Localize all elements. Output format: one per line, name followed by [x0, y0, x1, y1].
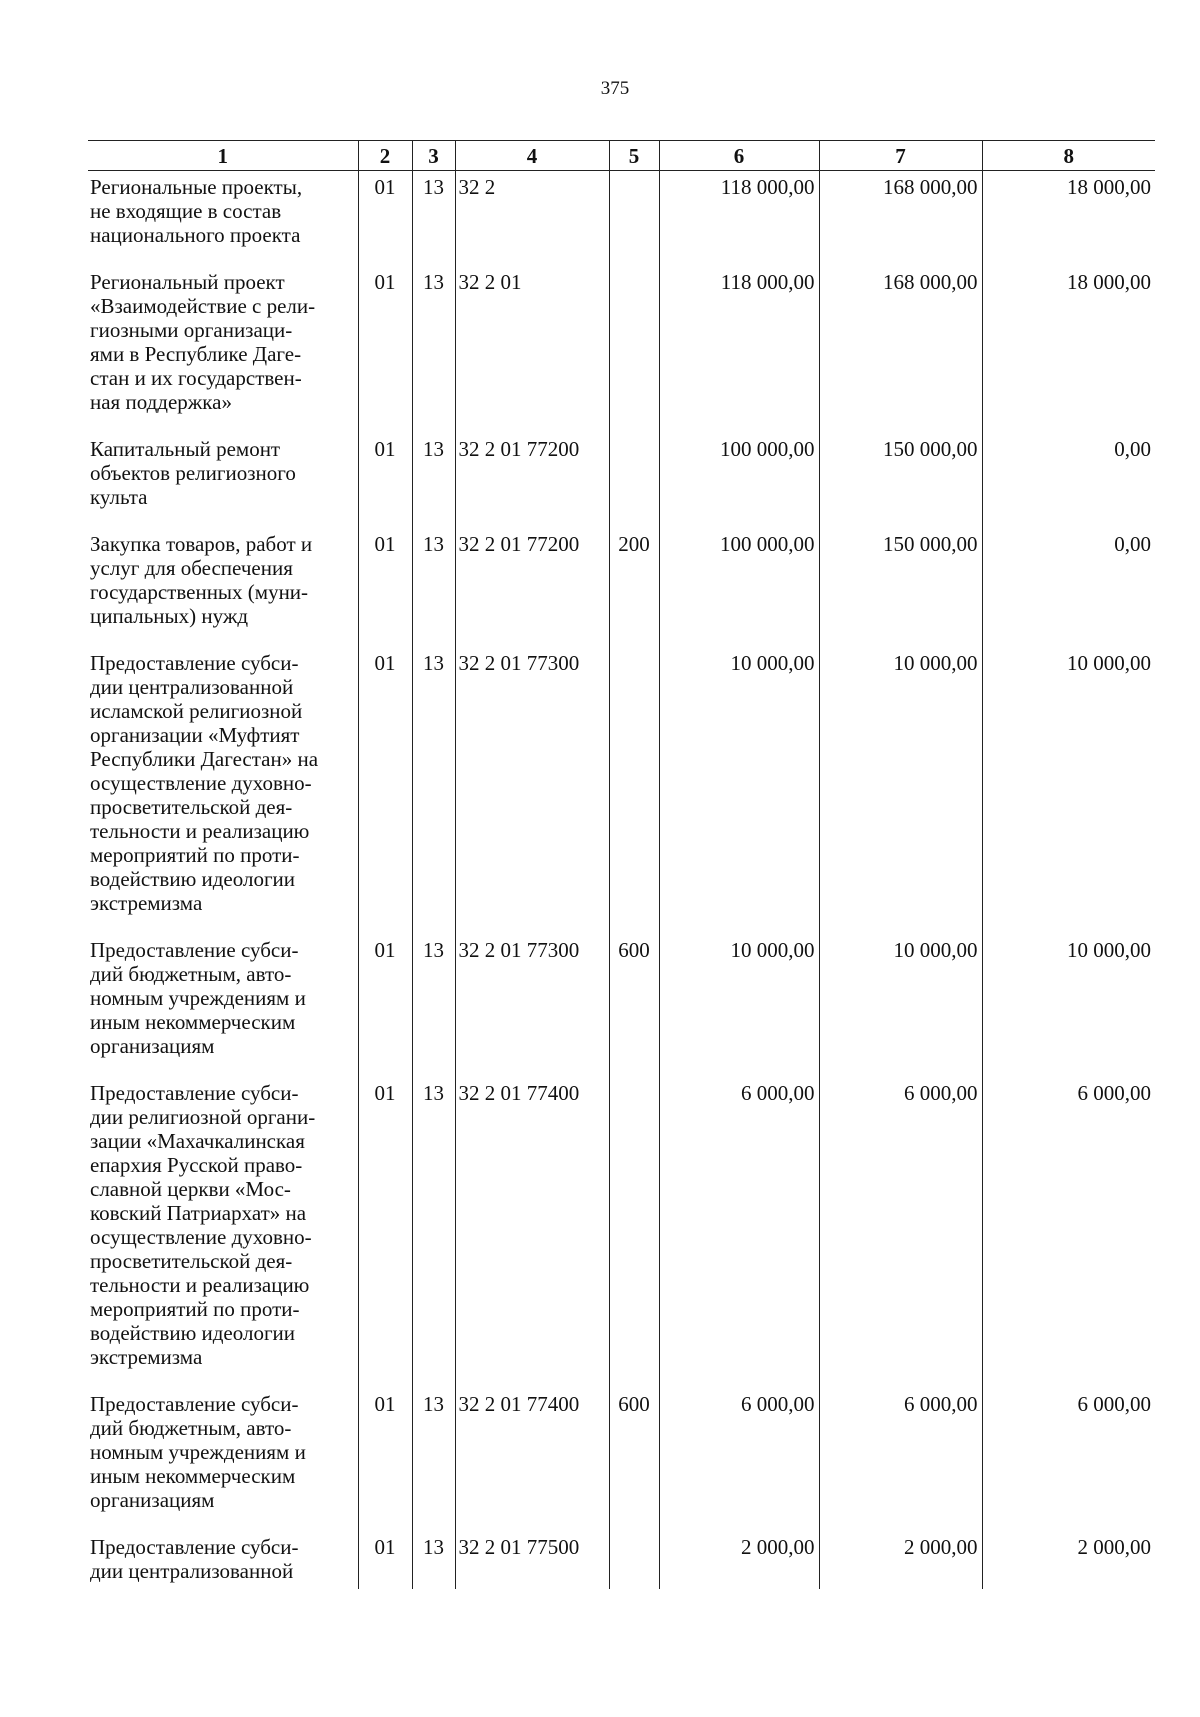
- subsection-code-cell: 13: [412, 270, 455, 437]
- item-name-line: Региональные проекты,: [90, 175, 303, 199]
- section-code-cell: 01: [358, 270, 412, 437]
- target-article-cell: 32 2 01 77200: [455, 532, 609, 651]
- amount-col8-cell: 6 000,00: [982, 1392, 1155, 1535]
- section-code-cell: 01: [358, 938, 412, 1081]
- table-row: [88, 270, 1155, 437]
- column-header-5: 5: [609, 141, 659, 171]
- target-article-cell: 32 2 01 77400: [455, 1081, 609, 1392]
- item-name-line: Предоставление субси-: [90, 1081, 299, 1105]
- amount-col6-cell: 100 000,00: [659, 532, 819, 651]
- section-code-cell: 01: [358, 1535, 412, 1589]
- table-row: [88, 651, 1155, 938]
- amount-col7-cell: 150 000,00: [819, 437, 982, 532]
- item-name-line: национального проекта: [90, 223, 301, 247]
- item-name-line: организациям: [90, 1034, 215, 1058]
- amount-col8-cell: 0,00: [982, 437, 1155, 532]
- header-row: [88, 141, 1155, 171]
- amount-col6-cell: 6 000,00: [659, 1081, 819, 1392]
- item-name-line: организации «Муфтият: [90, 723, 300, 747]
- column-header-1: 1: [88, 141, 358, 171]
- item-name-line: осуществление духовно-: [90, 1225, 312, 1249]
- item-name-line: дий бюджетным, авто-: [90, 1416, 292, 1440]
- column-header-3: 3: [412, 141, 455, 171]
- amount-col8-cell: 10 000,00: [982, 938, 1155, 1081]
- subsection-code-cell: 13: [412, 171, 455, 271]
- amount-col8-cell: 6 000,00: [982, 1081, 1155, 1392]
- target-article-cell: 32 2: [455, 171, 609, 271]
- item-name-line: зации «Махачкалинская: [90, 1129, 305, 1153]
- expense-type-cell: [609, 1081, 659, 1392]
- item-name-cell: [88, 1081, 358, 1392]
- item-name-line: стан и их государствен-: [90, 366, 302, 390]
- item-name-cell: [88, 437, 358, 532]
- section-code-cell: 01: [358, 437, 412, 532]
- section-code-cell: 01: [358, 651, 412, 938]
- column-header-6: 6: [659, 141, 819, 171]
- item-name-line: исламской религиозной: [90, 699, 303, 723]
- subsection-code-cell: 13: [412, 1081, 455, 1392]
- item-name-line: Закупка товаров, работ и: [90, 532, 313, 556]
- table-header: [88, 141, 1155, 171]
- amount-col6-cell: 10 000,00: [659, 651, 819, 938]
- item-name-line: водействию идеологии: [90, 867, 296, 891]
- item-name-line: экстремизма: [90, 891, 203, 915]
- amount-col6-cell: 100 000,00: [659, 437, 819, 532]
- item-name-line: государственных (муни-: [90, 580, 309, 604]
- table-row: [88, 437, 1155, 532]
- column-header-8: 8: [982, 141, 1155, 171]
- target-article-cell: 32 2 01 77500: [455, 1535, 609, 1589]
- table-row: [88, 938, 1155, 1081]
- item-name-line: экстремизма: [90, 1345, 203, 1369]
- amount-col8-cell: 18 000,00: [982, 171, 1155, 271]
- item-name-line: тельности и реализацию: [90, 819, 310, 843]
- item-name-line: ная поддержка»: [90, 390, 233, 414]
- item-name-line: дии централизованной: [90, 1559, 294, 1583]
- subsection-code-cell: 13: [412, 532, 455, 651]
- column-header-7: 7: [819, 141, 982, 171]
- item-name-line: культа: [90, 485, 148, 509]
- expense-type-cell: 600: [609, 1392, 659, 1535]
- amount-col7-cell: 10 000,00: [819, 938, 982, 1081]
- table-row: [88, 1392, 1155, 1535]
- item-name-line: Капитальный ремонт: [90, 437, 281, 461]
- expense-type-cell: [609, 651, 659, 938]
- item-name-line: дий бюджетным, авто-: [90, 962, 292, 986]
- expense-type-cell: [609, 437, 659, 532]
- amount-col8-cell: 18 000,00: [982, 270, 1155, 437]
- item-name-line: ципальных) нужд: [90, 604, 249, 628]
- amount-col7-cell: 168 000,00: [819, 270, 982, 437]
- item-name-cell: [88, 651, 358, 938]
- amount-col8-cell: 10 000,00: [982, 651, 1155, 938]
- item-name-line: просветительской дея-: [90, 795, 293, 819]
- target-article-cell: 32 2 01 77400: [455, 1392, 609, 1535]
- item-name-line: мероприятий по проти-: [90, 843, 300, 867]
- item-name-line: организациям: [90, 1488, 215, 1512]
- amount-col8-cell: 2 000,00: [982, 1535, 1155, 1589]
- target-article-cell: 32 2 01 77300: [455, 938, 609, 1081]
- item-name-line: Предоставление субси-: [90, 1535, 299, 1559]
- item-name-line: объектов религиозного: [90, 461, 296, 485]
- target-article-cell: 32 2 01 77300: [455, 651, 609, 938]
- item-name-line: Предоставление субси-: [90, 1392, 299, 1416]
- item-name-line: ями в Республике Даге-: [90, 342, 302, 366]
- item-name-line: дии централизованной: [90, 675, 294, 699]
- item-name-line: не входящие в состав: [90, 199, 282, 223]
- item-name-line: славной церкви «Мос-: [90, 1177, 291, 1201]
- expense-type-cell: [609, 270, 659, 437]
- item-name-line: «Взаимодействие с рели-: [90, 294, 316, 318]
- amount-col6-cell: 10 000,00: [659, 938, 819, 1081]
- item-name-cell: [88, 1535, 358, 1589]
- item-name-line: услуг для обеспечения: [90, 556, 293, 580]
- item-name-line: епархия Русской право-: [90, 1153, 303, 1177]
- amount-col7-cell: 6 000,00: [819, 1081, 982, 1392]
- item-name-line: мероприятий по проти-: [90, 1297, 300, 1321]
- section-code-cell: 01: [358, 1081, 412, 1392]
- expense-type-cell: 200: [609, 532, 659, 651]
- budget-table: [88, 140, 1155, 1589]
- item-name-line: водействию идеологии: [90, 1321, 296, 1345]
- item-name-line: номным учреждениям и: [90, 986, 306, 1010]
- item-name-line: иным некоммерческим: [90, 1010, 296, 1034]
- amount-col7-cell: 6 000,00: [819, 1392, 982, 1535]
- amount-col6-cell: 2 000,00: [659, 1535, 819, 1589]
- item-name-cell: [88, 938, 358, 1081]
- item-name-line: иным некоммерческим: [90, 1464, 296, 1488]
- section-code-cell: 01: [358, 1392, 412, 1535]
- amount-col8-cell: 0,00: [982, 532, 1155, 651]
- amount-col7-cell: 150 000,00: [819, 532, 982, 651]
- amount-col6-cell: 118 000,00: [659, 171, 819, 271]
- item-name-line: гиозными организаци-: [90, 318, 293, 342]
- table-row: [88, 532, 1155, 651]
- column-header-2: 2: [358, 141, 412, 171]
- item-name-line: номным учреждениям и: [90, 1440, 306, 1464]
- item-name-cell: [88, 532, 358, 651]
- subsection-code-cell: 13: [412, 1392, 455, 1535]
- subsection-code-cell: 13: [412, 1535, 455, 1589]
- amount-col7-cell: 2 000,00: [819, 1535, 982, 1589]
- subsection-code-cell: 13: [412, 437, 455, 532]
- item-name-cell: [88, 1392, 358, 1535]
- item-name-line: Предоставление субси-: [90, 651, 299, 675]
- target-article-cell: 32 2 01: [455, 270, 609, 437]
- table-body: [88, 171, 1155, 1590]
- expense-type-cell: [609, 171, 659, 271]
- item-name-line: ковский Патриархат» на: [90, 1201, 307, 1225]
- item-name-line: Республики Дагестан» на: [90, 747, 319, 771]
- item-name-line: осуществление духовно-: [90, 771, 312, 795]
- target-article-cell: 32 2 01 77200: [455, 437, 609, 532]
- expense-type-cell: [609, 1535, 659, 1589]
- subsection-code-cell: 13: [412, 651, 455, 938]
- amount-col6-cell: 118 000,00: [659, 270, 819, 437]
- table-row: [88, 1081, 1155, 1392]
- item-name-line: просветительской дея-: [90, 1249, 293, 1273]
- page-number: 375: [600, 78, 630, 99]
- column-header-4: 4: [455, 141, 609, 171]
- subsection-code-cell: 13: [412, 938, 455, 1081]
- item-name-line: Региональный проект: [90, 270, 285, 294]
- amount-col7-cell: 168 000,00: [819, 171, 982, 271]
- section-code-cell: 01: [358, 171, 412, 271]
- item-name-cell: [88, 171, 358, 271]
- section-code-cell: 01: [358, 532, 412, 651]
- amount-col6-cell: 6 000,00: [659, 1392, 819, 1535]
- item-name-line: дии религиозной органи-: [90, 1105, 316, 1129]
- item-name-line: Предоставление субси-: [90, 938, 299, 962]
- expense-type-cell: 600: [609, 938, 659, 1081]
- amount-col7-cell: 10 000,00: [819, 651, 982, 938]
- table-row: [88, 171, 1155, 271]
- item-name-line: тельности и реализацию: [90, 1273, 310, 1297]
- item-name-cell: [88, 270, 358, 437]
- table-row: [88, 1535, 1155, 1589]
